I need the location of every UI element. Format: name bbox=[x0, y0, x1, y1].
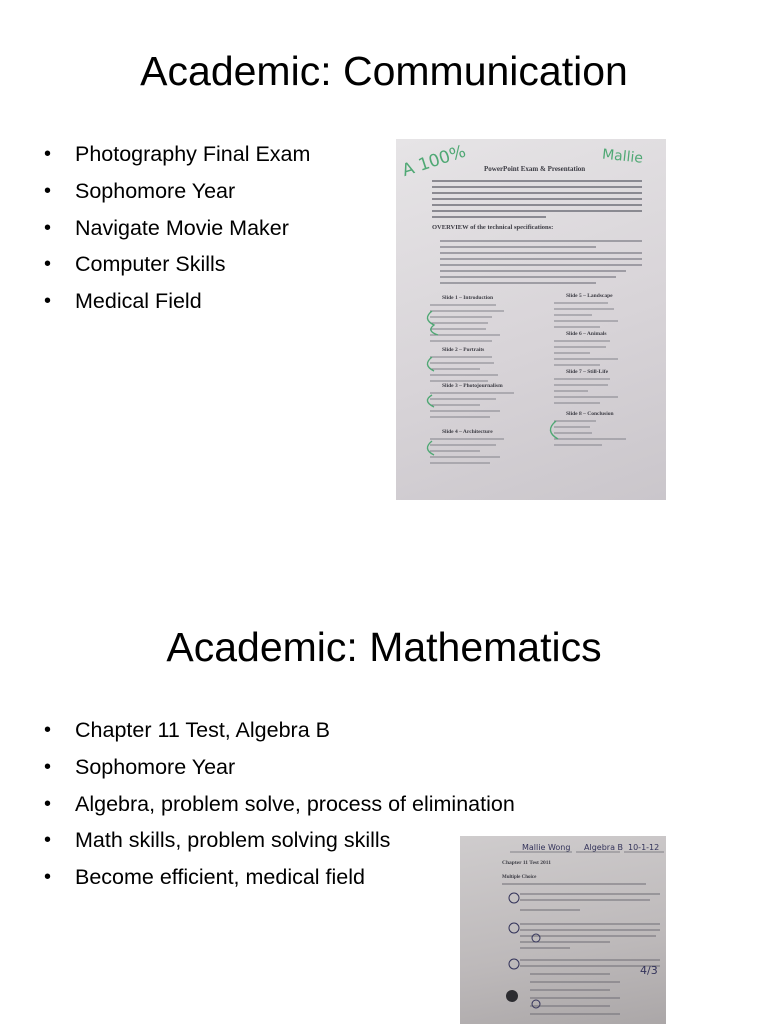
bullet-item: • Become efficient, medical field bbox=[44, 862, 515, 899]
slide-label: Slide 6 – Animals bbox=[566, 331, 607, 337]
slide-label: Slide 8 – Conclusion bbox=[566, 411, 614, 417]
slide-label: Slide 1 – Introduction bbox=[442, 295, 494, 301]
binder-hole bbox=[506, 990, 518, 1002]
spec-lines bbox=[440, 241, 642, 283]
bullet-item: • Computer Skills bbox=[44, 249, 310, 286]
document-heading: PowerPoint Exam & Presentation bbox=[484, 165, 586, 173]
bullet-item: • Photography Final Exam bbox=[44, 139, 310, 176]
bullet-item: • Math skills, problem solving skills bbox=[44, 825, 515, 862]
class-text: Algebra B bbox=[584, 843, 623, 852]
question-lines bbox=[502, 884, 660, 1014]
slide-label: Slide 2 – Portraits bbox=[442, 347, 485, 353]
slide-title: Academic: Communication bbox=[140, 48, 628, 94]
bullet-item: • Sophomore Year bbox=[44, 752, 515, 789]
student-name-text: Mallie Wong bbox=[522, 843, 571, 852]
bullet-item: • Navigate Movie Maker bbox=[44, 213, 310, 250]
slide-label: Slide 7 – Still-Life bbox=[566, 369, 609, 375]
bullet-item: • Sophomore Year bbox=[44, 176, 310, 213]
exam-document-drawing bbox=[396, 139, 666, 500]
bullet-item: • Algebra, problem solve, process of elimination bbox=[44, 789, 515, 826]
test-heading: Chapter 11 Test 2011 bbox=[502, 860, 551, 866]
exam-photo bbox=[396, 139, 666, 500]
bullet-item: • Chapter 11 Test, Algebra B bbox=[44, 715, 515, 752]
paragraph-lines bbox=[432, 181, 642, 217]
bullet-item: • Medical Field bbox=[44, 286, 310, 323]
slide-label: Slide 5 – Landscape bbox=[566, 293, 613, 299]
bullet-list bbox=[44, 715, 515, 899]
slide-label: Slide 3 – Photojournalism bbox=[442, 383, 503, 389]
slide-label: Slide 4 – Architecture bbox=[442, 429, 493, 435]
slide-title: Academic: Mathematics bbox=[166, 624, 602, 670]
date-text: 10-1-12 bbox=[628, 843, 660, 852]
bullet-list bbox=[44, 139, 310, 323]
handwritten-score: 4/3 bbox=[640, 964, 658, 977]
overview-heading: OVERVIEW of the technical specifications: bbox=[432, 224, 554, 231]
section-heading: Multiple Choice bbox=[502, 875, 537, 880]
test-document-drawing bbox=[460, 836, 666, 1024]
test-photo bbox=[460, 836, 666, 1024]
student-name-text: Mallie bbox=[601, 146, 644, 167]
slide-mathematics bbox=[0, 576, 768, 1024]
grade-text: A 100% bbox=[399, 141, 469, 181]
